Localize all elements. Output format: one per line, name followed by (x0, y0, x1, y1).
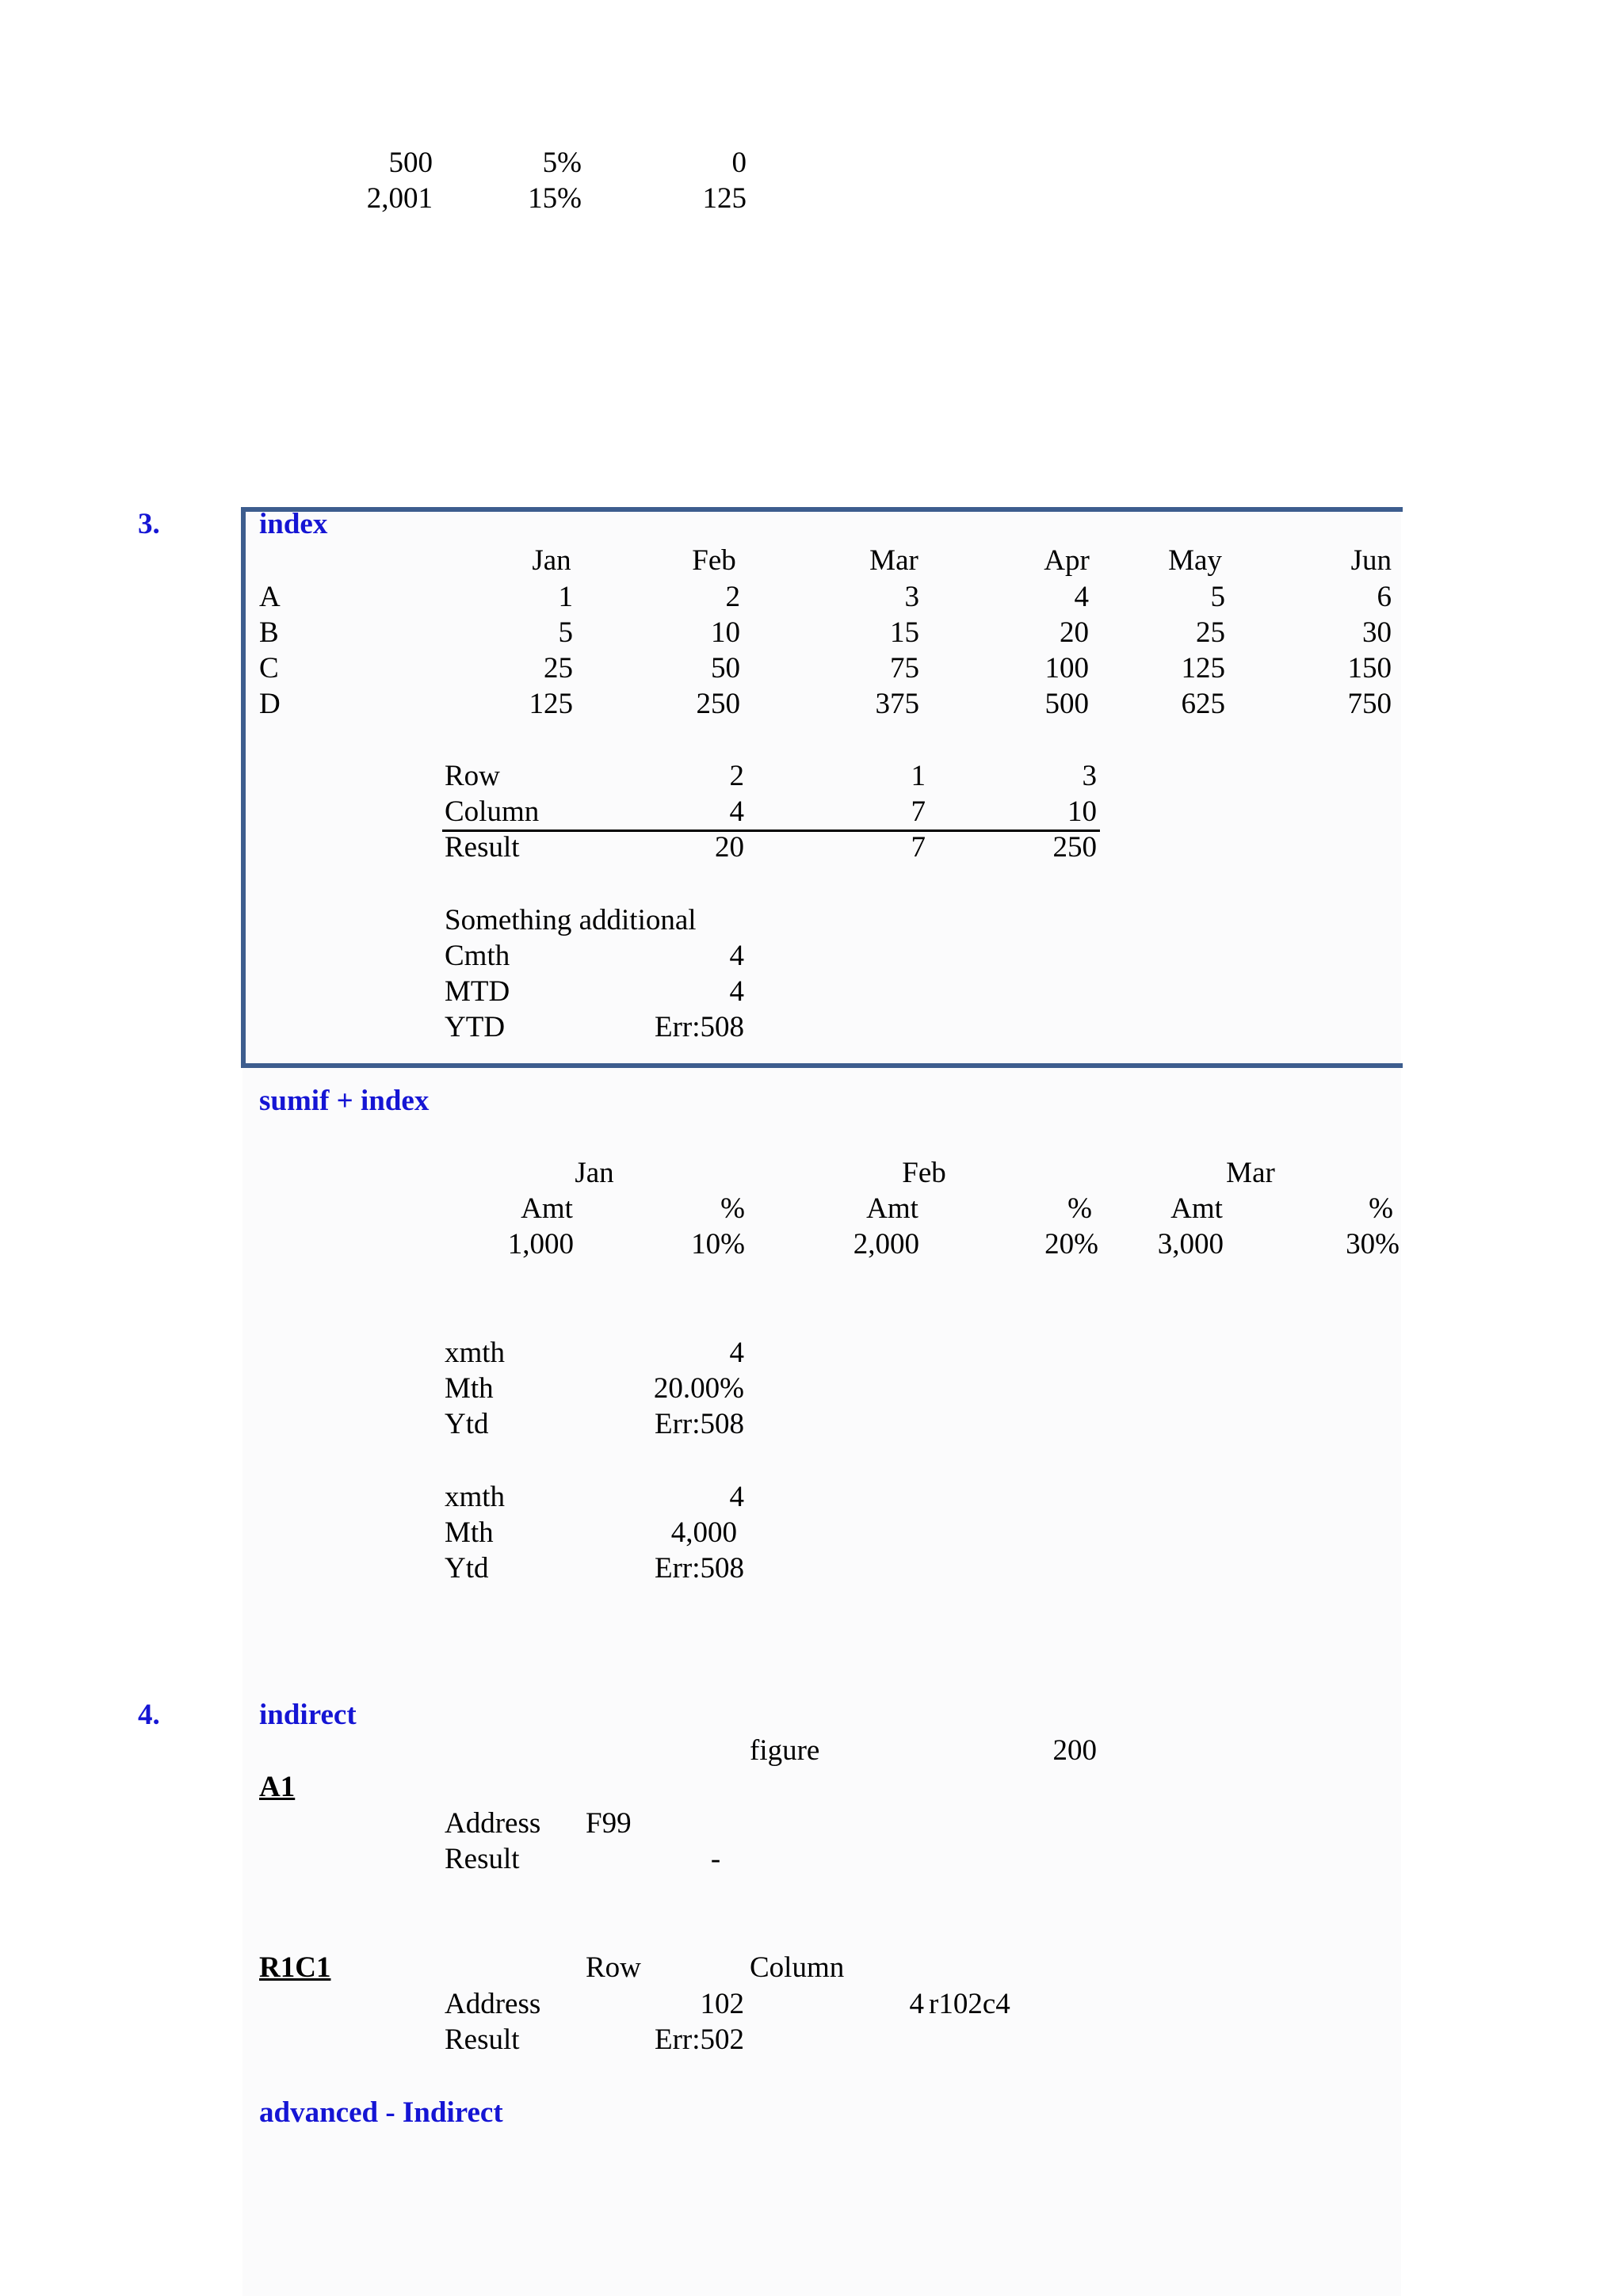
section-number-4: 4. (138, 1699, 160, 1731)
table-cell: 25 (544, 652, 573, 685)
row-label: D (259, 688, 281, 720)
cell: 2,001 (366, 182, 433, 215)
row-label: xmth (445, 1481, 506, 1513)
column-header: % (1067, 1192, 1092, 1225)
table-cell: 250 (1052, 831, 1097, 864)
table-cell: 5 (1210, 581, 1225, 613)
column-header: Jan (575, 1157, 614, 1189)
table-cell: 25 (1196, 616, 1225, 649)
table-cell: 4 (1074, 581, 1089, 613)
table-cell: 3,000 (1157, 1228, 1224, 1261)
row-label: MTD (445, 975, 510, 1008)
table-cell: 30 (1362, 616, 1392, 649)
table-cell: 4 (729, 975, 744, 1008)
table-cell: 7 (911, 795, 926, 828)
table-cell: 4,000 (670, 1516, 737, 1549)
row-label: xmth (445, 1337, 506, 1369)
column-header: Jun (1350, 544, 1392, 577)
table-cell: 30% (1346, 1228, 1400, 1261)
table-cell: 4 (909, 1988, 924, 2020)
table-cell: 4 (729, 795, 744, 828)
column-header: % (720, 1192, 745, 1225)
row-label: Address (445, 1807, 541, 1840)
row-label: Ytd (445, 1408, 489, 1440)
row-label: Mth (445, 1516, 494, 1549)
table-cell: r102c4 (929, 1988, 1010, 2020)
table-cell: 10 (1067, 795, 1097, 828)
column-header: Mar (869, 544, 918, 577)
table-cell: 4 (729, 940, 744, 972)
column-header: Mar (1226, 1157, 1275, 1189)
column-header: Feb (902, 1157, 946, 1189)
table-cell: 1,000 (507, 1228, 574, 1261)
table-cell: 20 (1060, 616, 1089, 649)
column-header: Row (586, 1951, 641, 1984)
row-label: Row (445, 760, 500, 792)
table-cell: - (710, 1843, 721, 1875)
column-header: May (1168, 544, 1222, 577)
row-label: Result (445, 831, 520, 864)
section-title-sumif-index: sumif + index (259, 1085, 430, 1117)
table-cell: 3 (1082, 760, 1097, 792)
table-cell: 150 (1347, 652, 1392, 685)
table-cell: 1 (911, 760, 926, 792)
table-cell: 15 (890, 616, 919, 649)
table-cell: 5 (558, 616, 573, 649)
table-cell: 250 (696, 688, 740, 720)
table-cell: 625 (1181, 688, 1225, 720)
subheading: Something additional (445, 904, 697, 936)
table-cell: 7 (911, 831, 926, 864)
table-cell: 20% (1044, 1228, 1098, 1261)
row-label: Column (445, 795, 540, 828)
table-cell: 4 (729, 1481, 744, 1513)
column-header: Amt (866, 1192, 918, 1225)
table-cell: 10% (691, 1228, 745, 1261)
column-header: % (1369, 1192, 1393, 1225)
column-header: Amt (1170, 1192, 1223, 1225)
table-cell: 2 (725, 581, 740, 613)
section-title-index: index (259, 508, 328, 540)
column-header: Amt (521, 1192, 573, 1225)
table-cell: 125 (1181, 652, 1225, 685)
cell: 5% (542, 147, 582, 179)
table-cell: 50 (711, 652, 740, 685)
figure-label: figure (750, 1734, 820, 1767)
row-label: Result (445, 1843, 520, 1875)
cell: 15% (528, 182, 582, 215)
table-cell: 500 (1044, 688, 1089, 720)
table-cell: Err:508 (654, 1011, 744, 1043)
row-label: Result (445, 2023, 520, 2056)
table-cell: 20 (715, 831, 744, 864)
column-header: Jan (532, 544, 571, 577)
section-number-3: 3. (138, 508, 160, 540)
table-cell: 10 (711, 616, 740, 649)
table-cell: 125 (529, 688, 573, 720)
table-cell: F99 (586, 1807, 632, 1840)
row-label: A (259, 581, 281, 613)
r1c1-heading: R1C1 (259, 1951, 331, 1984)
a1-heading: A1 (259, 1771, 296, 1803)
table-cell: 1 (558, 581, 573, 613)
cell: 500 (388, 147, 433, 179)
table-cell: 102 (700, 1988, 744, 2020)
figure-value: 200 (1052, 1734, 1097, 1767)
row-label: Mth (445, 1372, 494, 1405)
row-label: Address (445, 1988, 541, 2020)
row-label: YTD (445, 1011, 506, 1043)
column-header: Apr (1044, 544, 1090, 577)
section-title-indirect: indirect (259, 1699, 357, 1731)
table-cell: 4 (729, 1337, 744, 1369)
row-label: C (259, 652, 279, 685)
table-cell: 2 (729, 760, 744, 792)
table-cell: 100 (1044, 652, 1089, 685)
table-cell: 6 (1377, 581, 1392, 613)
column-header: Feb (692, 544, 736, 577)
row-label: Ytd (445, 1552, 489, 1585)
table-cell: Err:502 (654, 2023, 744, 2056)
table-cell: 750 (1347, 688, 1392, 720)
cell: 0 (731, 147, 747, 179)
table-cell: 75 (890, 652, 919, 685)
row-label: Cmth (445, 940, 510, 972)
table-cell: 375 (875, 688, 919, 720)
cell: 125 (702, 182, 747, 215)
table-cell: Err:508 (654, 1552, 744, 1585)
column-header: Column (750, 1951, 845, 1984)
table-cell: 20.00% (653, 1372, 744, 1405)
table-cell: 2,000 (853, 1228, 919, 1261)
row-label: B (259, 616, 279, 649)
table-cell: Err:508 (654, 1408, 744, 1440)
section-title-advanced-indirect: advanced - Indirect (259, 2096, 503, 2129)
table-cell: 3 (904, 581, 919, 613)
